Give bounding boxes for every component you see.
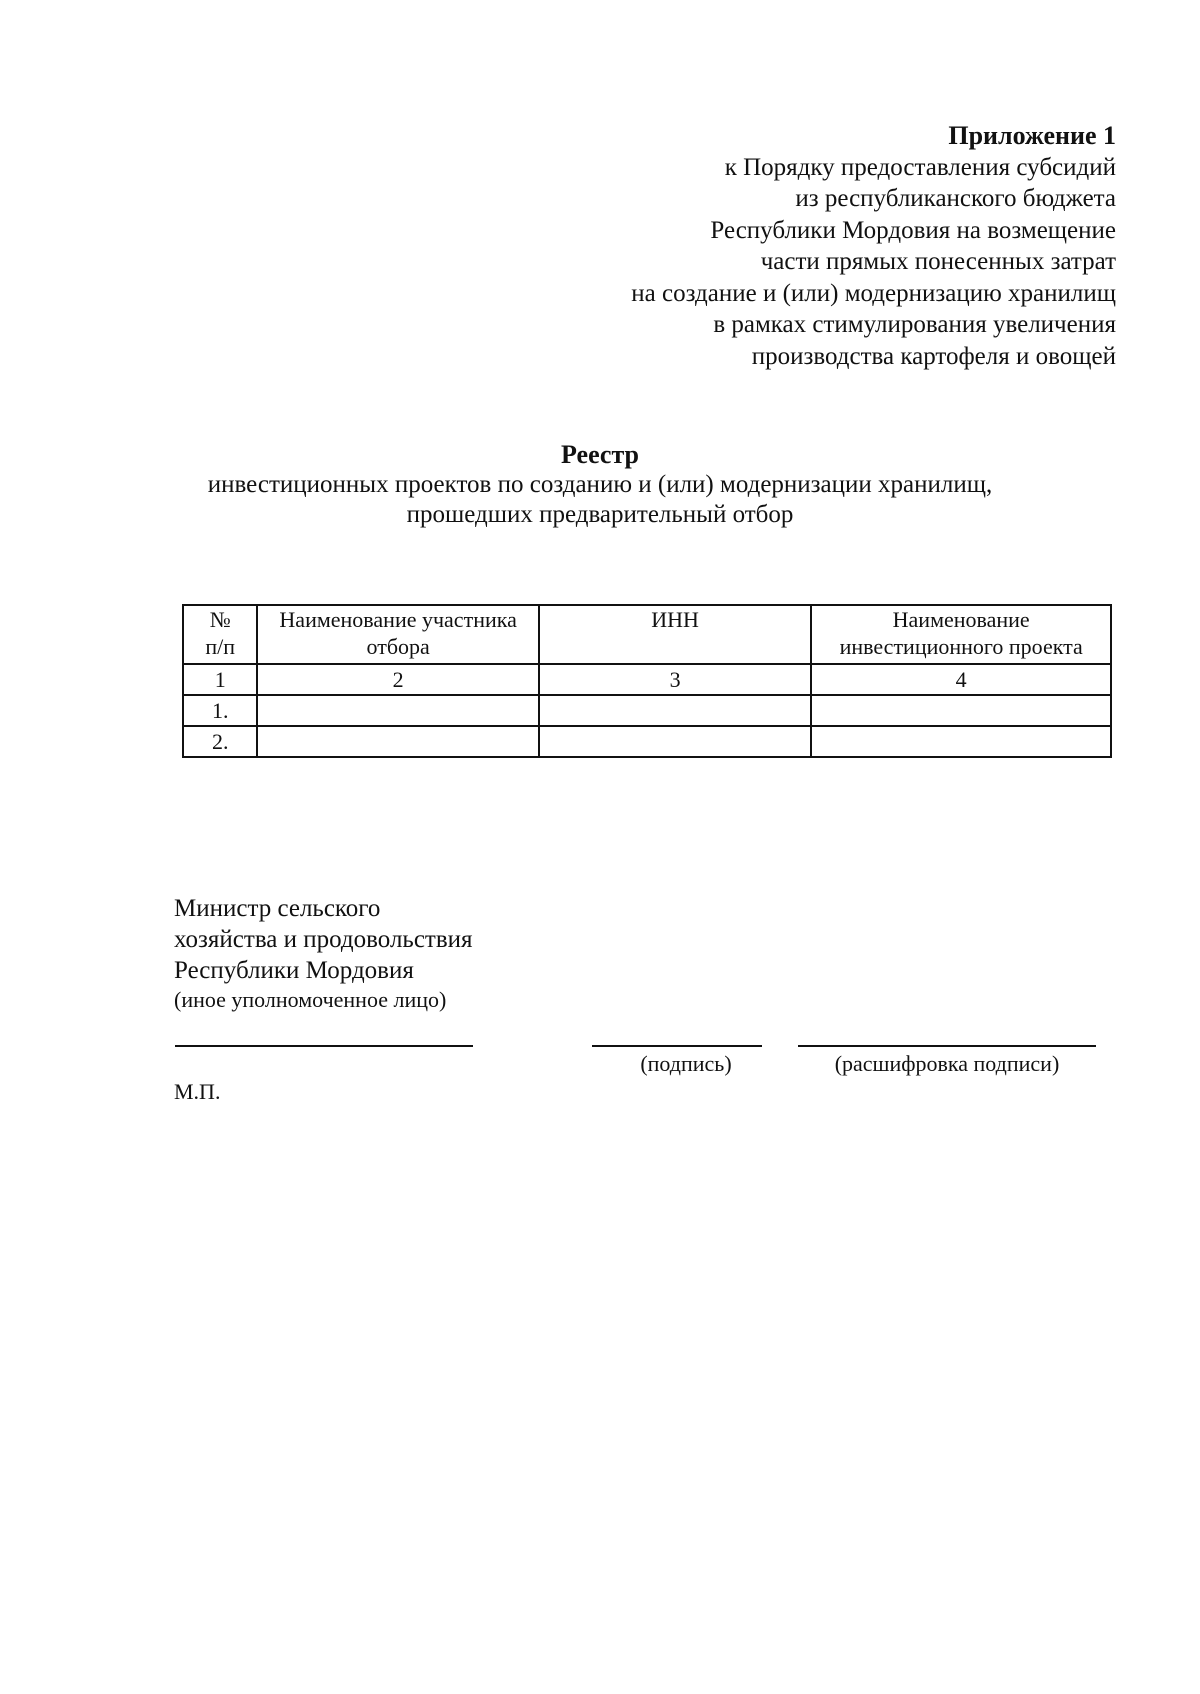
appendix-line: на создание и (или) модернизацию хранилищ: [631, 279, 1116, 307]
header-text: Наименование участника: [279, 607, 517, 632]
table-header-row: [183, 605, 1111, 664]
signer-line: хозяйства и продовольствия: [174, 926, 473, 953]
registry-subtitle-line: инвестиционных проектов по созданию и (или) модернизации хранилищ,: [207, 471, 993, 498]
column-number: 2: [257, 664, 538, 695]
table-cell: [811, 695, 1111, 726]
registry-subtitle-line: прошедших предварительный отбор: [406, 501, 794, 528]
table-cell: 2.: [183, 726, 257, 757]
table-row: [183, 726, 1111, 757]
header-inn: [539, 605, 812, 664]
header-text: ИНН: [651, 607, 699, 632]
column-number: 4: [811, 664, 1111, 695]
signature-decoding-line: [798, 1045, 1096, 1047]
signer-line: Республики Мордовия: [174, 957, 414, 984]
header-project-name: [811, 605, 1111, 664]
header-text: №: [209, 607, 231, 632]
table-cell: [539, 726, 812, 757]
header-text: Наименование: [892, 607, 1030, 632]
signer-note: (иное уполномоченное лицо): [174, 987, 447, 1012]
signature-line: [592, 1045, 762, 1047]
table-row: [183, 695, 1111, 726]
header-text: п/п: [205, 634, 236, 659]
registry-title: Реестр: [560, 440, 640, 469]
signer-line: Министр сельского: [174, 895, 381, 922]
registry-heading: [0, 440, 1200, 530]
seal-label: М.П.: [174, 1079, 221, 1104]
registry-table: [182, 604, 1112, 758]
appendix-line: Республики Мордовия на возмещение: [710, 216, 1116, 244]
table-cell: 1.: [183, 695, 257, 726]
column-number: 1: [183, 664, 257, 695]
column-number: 3: [539, 664, 812, 695]
header-number: [183, 605, 257, 664]
header-participant-name: [257, 605, 538, 664]
header-text: инвестиционного проекта: [839, 634, 1083, 659]
signer-block: [174, 893, 473, 1014]
header-text: отбора: [366, 634, 430, 659]
signature-caption: (подпись): [640, 1051, 732, 1076]
table-cell: [257, 726, 538, 757]
appendix-block: [631, 120, 1116, 372]
appendix-line: из республиканского бюджета: [795, 185, 1116, 212]
appendix-line: части прямых понесенных затрат: [760, 248, 1116, 275]
table-cell: [811, 726, 1111, 757]
table-cell: [257, 695, 538, 726]
position-line: [175, 1045, 473, 1047]
signature-decoding-caption: (расшифровка подписи): [834, 1051, 1060, 1076]
appendix-line: производства картофеля и овощей: [751, 342, 1116, 370]
appendix-line: в рамках стимулирования увеличения: [713, 311, 1116, 338]
appendix-line: к Порядку предоставления субсидий: [724, 153, 1116, 181]
column-number-row: [183, 664, 1111, 695]
table-cell: [539, 695, 812, 726]
appendix-title: Приложение 1: [948, 121, 1116, 150]
